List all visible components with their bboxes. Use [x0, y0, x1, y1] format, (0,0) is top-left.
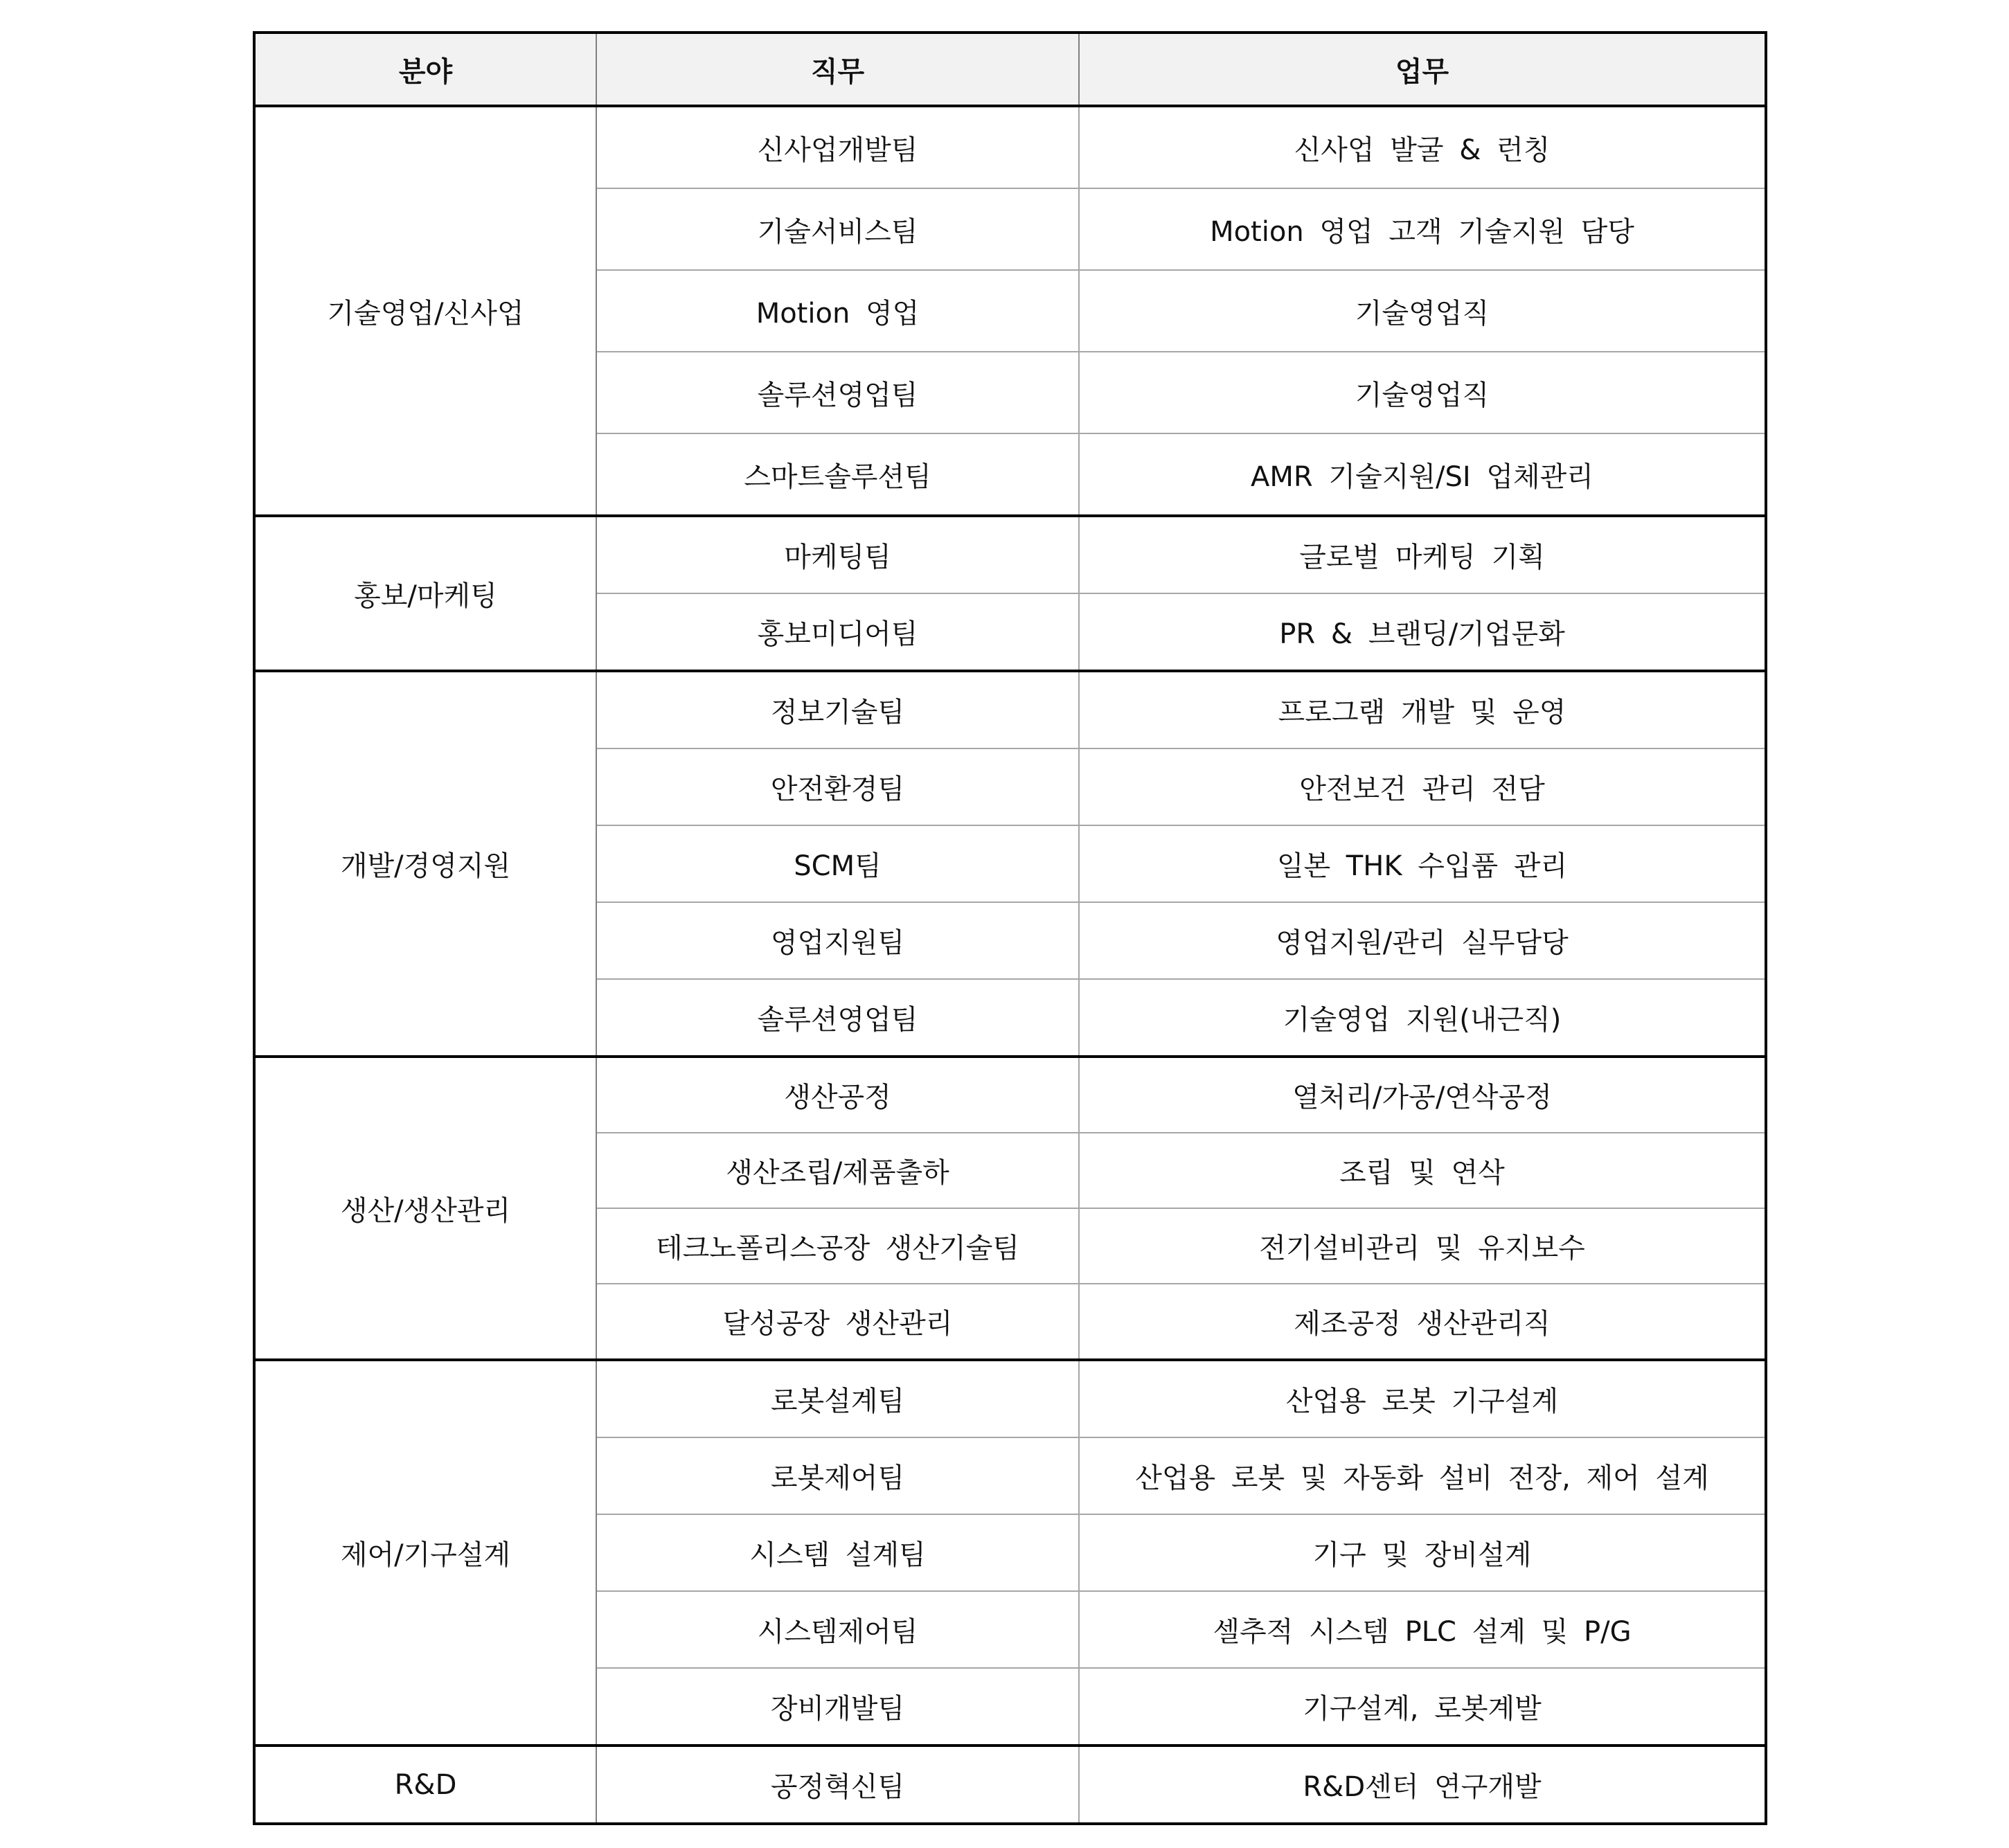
position-cell: 솔루션영업팀: [596, 352, 1079, 433]
position-cell: 달성공장 생산관리: [596, 1284, 1079, 1360]
duty-cell: 기구설계, 로봇계발: [1079, 1668, 1766, 1746]
job-table-container: [253, 31, 1765, 1825]
position-cell: 기술서비스팀: [596, 188, 1079, 270]
table-row: [254, 1057, 1766, 1133]
position-cell: 테크노폴리스공장 생산기술팀: [596, 1208, 1079, 1284]
table-row: [254, 1746, 1766, 1824]
duty-cell: 산업용 로봇 및 자동화 설비 전장, 제어 설계: [1079, 1437, 1766, 1514]
position-cell: 스마트솔루션팀: [596, 433, 1079, 516]
group-production: [254, 1057, 1766, 1360]
position-cell: 안전환경팀: [596, 748, 1079, 825]
duty-cell: 제조공정 생산관리직: [1079, 1284, 1766, 1360]
duty-cell: 셀추적 시스템 PLC 설계 및 P/G: [1079, 1591, 1766, 1668]
group-sales-newbiz: [254, 106, 1766, 516]
position-cell: 영업지원팀: [596, 902, 1079, 979]
header-position: 직무: [596, 33, 1079, 106]
duty-cell: 영업지원/관리 실무담당: [1079, 902, 1766, 979]
header-field: 분야: [254, 33, 596, 106]
position-cell: 로봇제어팀: [596, 1437, 1079, 1514]
position-cell: 홍보미디어팀: [596, 593, 1079, 671]
duty-cell: 기술영업 지원(내근직): [1079, 979, 1766, 1057]
duty-cell: 글로벌 마케팅 기획: [1079, 516, 1766, 593]
duty-cell: 안전보건 관리 전담: [1079, 748, 1766, 825]
field-cell: 생산/생산관리: [254, 1057, 596, 1360]
field-cell: 개발/경영지원: [254, 671, 596, 1057]
position-cell: 로봇설계팀: [596, 1360, 1079, 1437]
duty-cell: 열처리/가공/연삭공정: [1079, 1057, 1766, 1133]
table-row: [254, 516, 1766, 593]
position-cell: 마케팅팀: [596, 516, 1079, 593]
duty-cell: 기술영업직: [1079, 352, 1766, 433]
position-cell: 생산조립/제품출하: [596, 1133, 1079, 1208]
position-cell: SCM팀: [596, 825, 1079, 902]
duty-cell: Motion 영업 고객 기술지원 담당: [1079, 188, 1766, 270]
field-cell: 제어/기구설계: [254, 1360, 596, 1746]
position-cell: 생산공정: [596, 1057, 1079, 1133]
duty-cell: 기술영업직: [1079, 270, 1766, 352]
duty-cell: 신사업 발굴 & 런칭: [1079, 106, 1766, 188]
duty-cell: AMR 기술지원/SI 업체관리: [1079, 433, 1766, 516]
duty-cell: 기구 및 장비설계: [1079, 1514, 1766, 1591]
field-cell: R&D: [254, 1746, 596, 1824]
position-cell: 시스템 설계팀: [596, 1514, 1079, 1591]
field-cell: 기술영업/신사업: [254, 106, 596, 516]
group-dev-management: [254, 671, 1766, 1057]
group-pr-marketing: [254, 516, 1766, 671]
group-control-design: [254, 1360, 1766, 1746]
duty-cell: 프로그램 개발 및 운영: [1079, 671, 1766, 748]
job-table: [253, 31, 1767, 1825]
table-row: [254, 106, 1766, 188]
position-cell: 시스템제어팀: [596, 1591, 1079, 1668]
field-cell: 홍보/마케팅: [254, 516, 596, 671]
position-cell: 솔루션영업팀: [596, 979, 1079, 1057]
duty-cell: R&D센터 연구개발: [1079, 1746, 1766, 1824]
duty-cell: 산업용 로봇 기구설계: [1079, 1360, 1766, 1437]
position-cell: 공정혁신팀: [596, 1746, 1079, 1824]
table-header: [254, 33, 1766, 106]
duty-cell: PR & 브랜딩/기업문화: [1079, 593, 1766, 671]
duty-cell: 일본 THK 수입품 관리: [1079, 825, 1766, 902]
position-cell: 장비개발팀: [596, 1668, 1079, 1746]
position-cell: 신사업개발팀: [596, 106, 1079, 188]
duty-cell: 조립 및 연삭: [1079, 1133, 1766, 1208]
header-duty: 업무: [1079, 33, 1766, 106]
header-row: [254, 33, 1766, 106]
table-row: [254, 671, 1766, 748]
duty-cell: 전기설비관리 및 유지보수: [1079, 1208, 1766, 1284]
table-row: [254, 1360, 1766, 1437]
group-rnd: [254, 1746, 1766, 1824]
position-cell: 정보기술팀: [596, 671, 1079, 748]
position-cell: Motion 영업: [596, 270, 1079, 352]
